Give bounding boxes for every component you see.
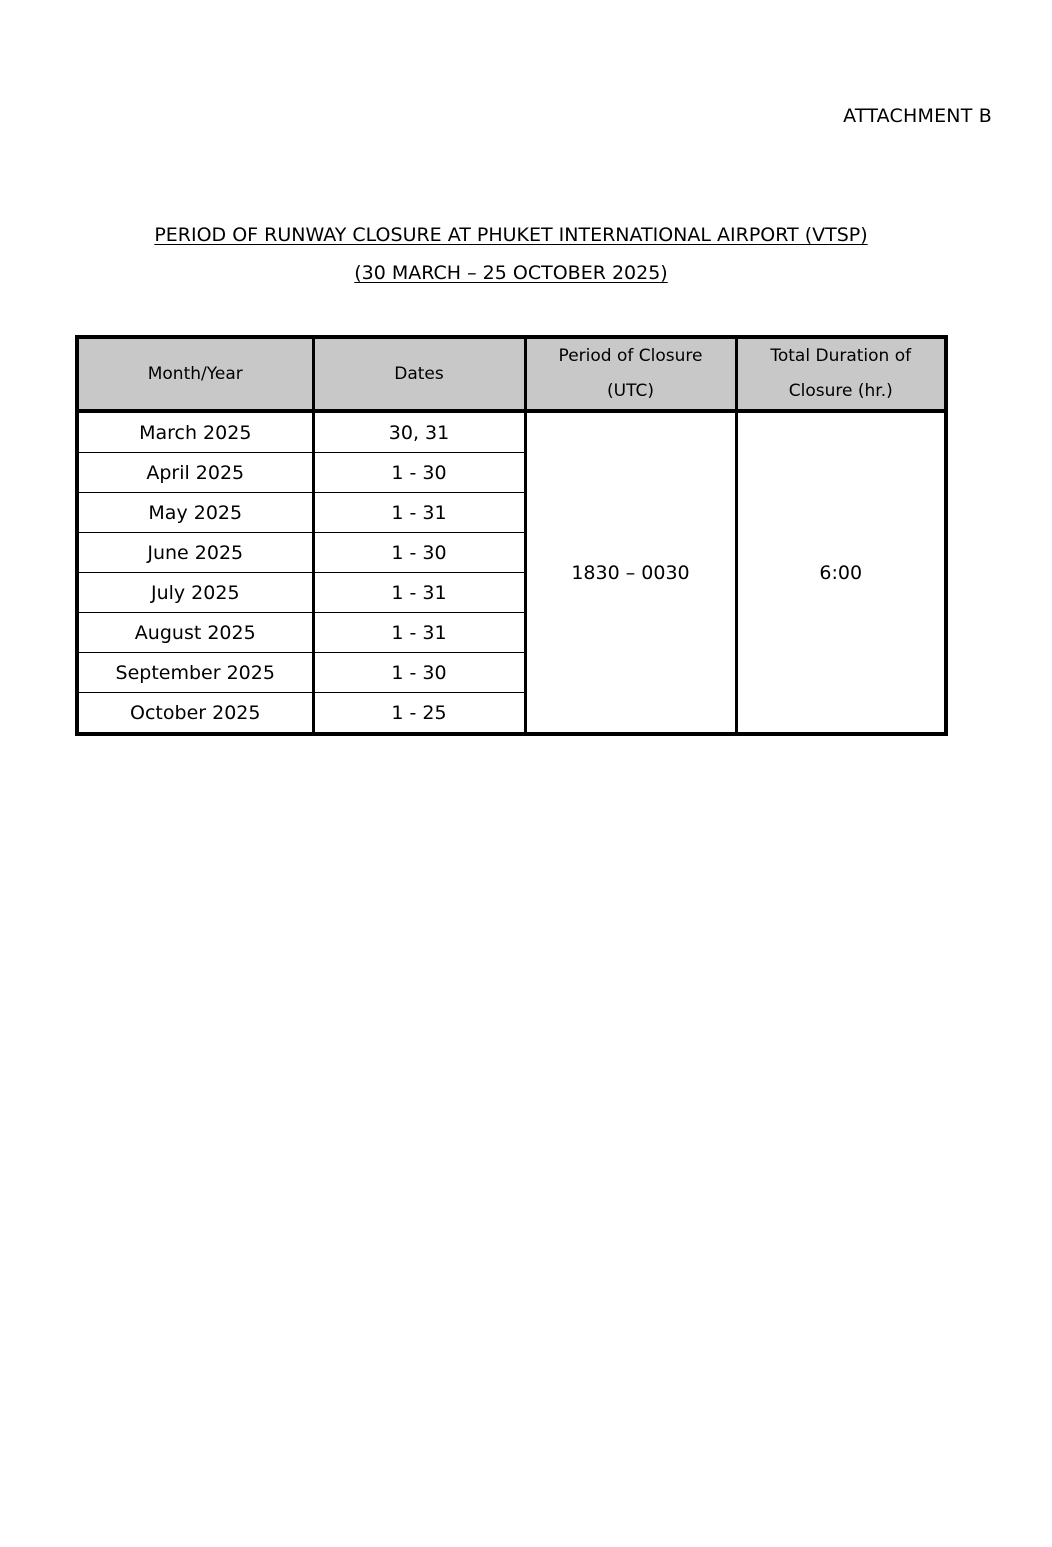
month-cell: May 2025	[77, 493, 313, 533]
header-period-of-closure	[525, 337, 736, 411]
month-cell: June 2025	[77, 533, 313, 573]
header-month-year: Month/Year	[77, 337, 313, 411]
dates-cell: 1 - 30	[313, 533, 525, 573]
header-period-line2: (UTC)	[607, 381, 654, 401]
total-duration-cell: 6:00	[736, 411, 946, 734]
dates-cell: 30, 31	[313, 411, 525, 453]
table-row	[77, 411, 946, 453]
header-duration-line1: Total Duration of	[770, 346, 912, 366]
header-duration-line2: Closure (hr.)	[788, 381, 893, 401]
month-cell: April 2025	[77, 453, 313, 493]
table-header-row	[77, 337, 946, 411]
dates-cell: 1 - 30	[313, 653, 525, 693]
month-cell: October 2025	[77, 693, 313, 735]
period-of-closure-cell: 1830 – 0030	[525, 411, 736, 734]
month-cell: March 2025	[77, 411, 313, 453]
header-dates: Dates	[313, 337, 525, 411]
month-cell: September 2025	[77, 653, 313, 693]
header-total-duration	[736, 337, 946, 411]
dates-cell: 1 - 25	[313, 693, 525, 735]
document-title: PERIOD OF RUNWAY CLOSURE AT PHUKET INTERNATIONAL AIRPORT (VTSP)	[154, 224, 868, 246]
attachment-label: ATTACHMENT B	[843, 105, 992, 127]
document-subtitle: (30 MARCH – 25 OCTOBER 2025)	[354, 262, 668, 284]
header-period-line1: Period of Closure	[558, 346, 703, 366]
dates-cell: 1 - 31	[313, 573, 525, 613]
month-cell: July 2025	[77, 573, 313, 613]
month-cell: August 2025	[77, 613, 313, 653]
runway-closure-table	[75, 335, 948, 736]
dates-cell: 1 - 30	[313, 453, 525, 493]
dates-cell: 1 - 31	[313, 493, 525, 533]
dates-cell: 1 - 31	[313, 613, 525, 653]
